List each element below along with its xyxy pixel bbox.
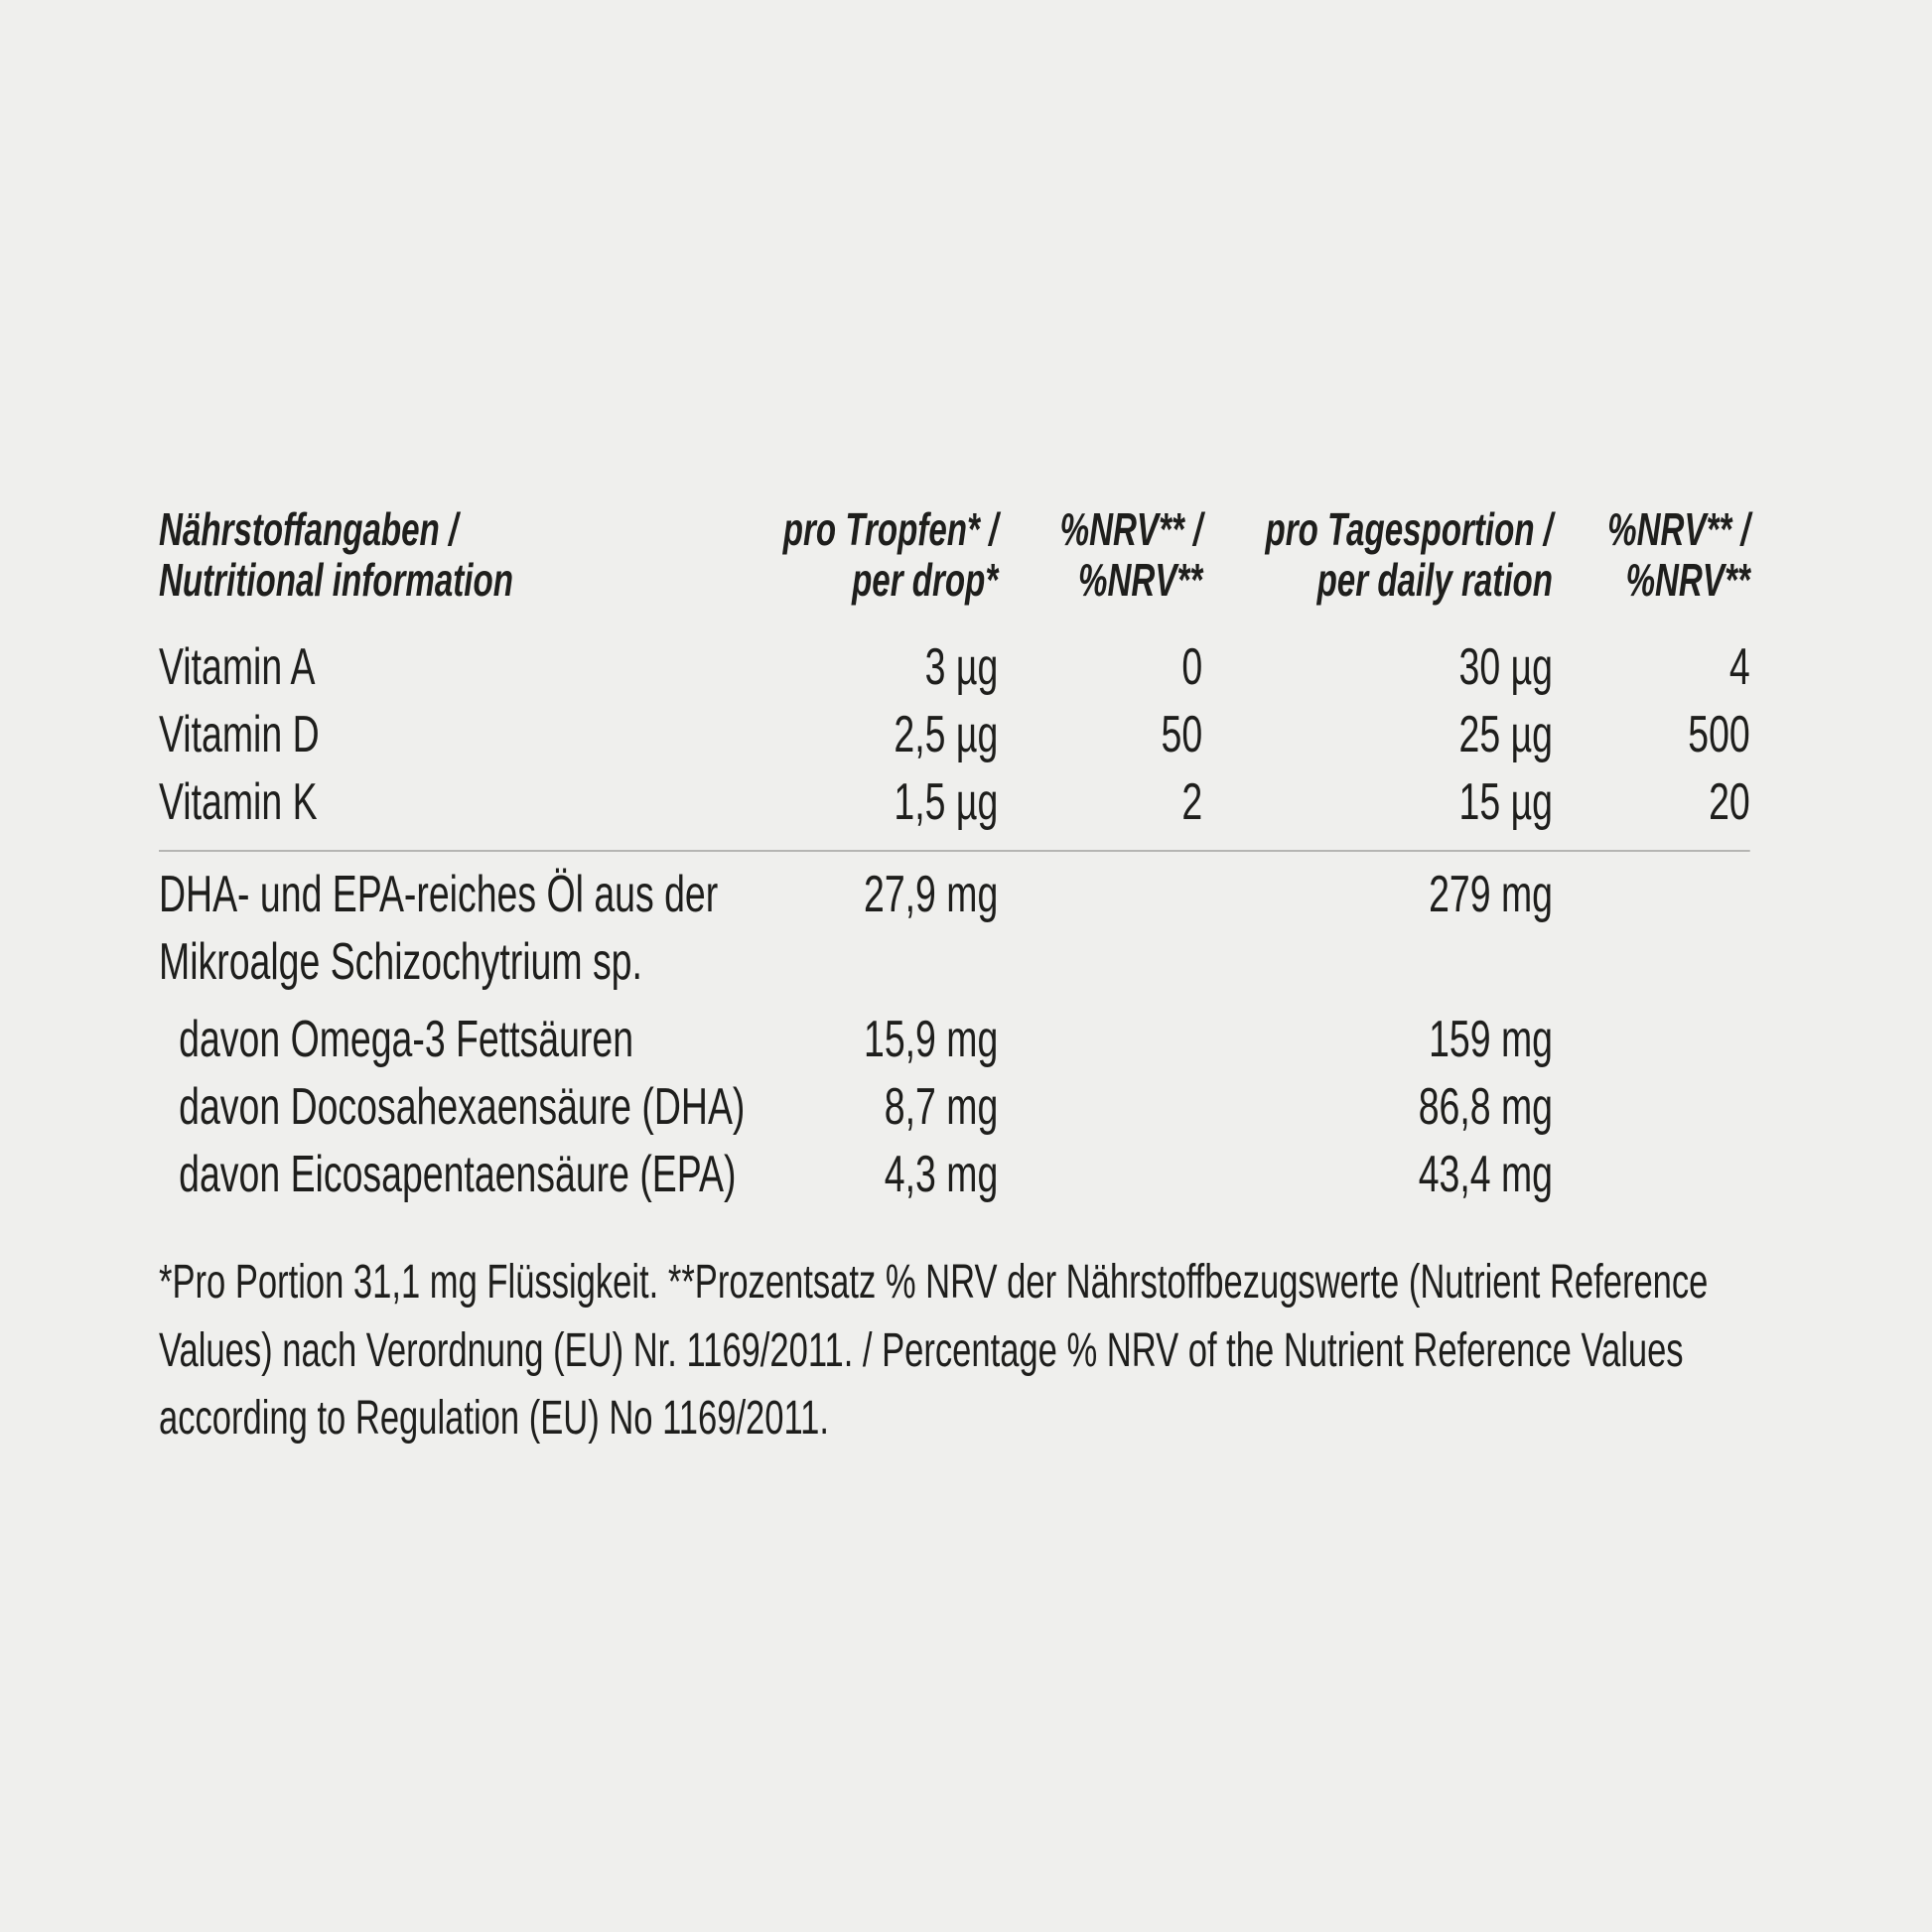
value-nrv-drop-empty <box>998 1073 1202 1141</box>
header-nrv-drop <box>998 504 1202 633</box>
value-per-daily: 30 µg <box>1458 638 1553 696</box>
value-per-daily: 159 mg <box>1429 1011 1553 1068</box>
table-row-vitamin-k <box>159 768 1750 836</box>
header-per-daily-line2: per daily ration <box>1316 554 1553 606</box>
footnote <box>159 1249 1750 1453</box>
header-per-drop <box>702 504 998 633</box>
value-nrv-daily: 500 <box>1688 706 1750 763</box>
nutrient-name <box>159 852 719 1006</box>
header-per-daily <box>1202 504 1553 633</box>
value-nrv-drop-empty <box>998 1141 1202 1208</box>
header-per-daily-line1: pro Tagesportion / <box>1265 503 1553 555</box>
header-nrv-daily-line1: %NRV** / <box>1607 503 1750 555</box>
footnote-line2: Values) nach Verordnung (EU) Nr. 1169/2011. / Percentage % NRV of the Nutrient Reference Values <box>159 1323 1684 1377</box>
value-nrv-daily: 20 <box>1709 773 1750 831</box>
value-per-daily: 43,4 mg <box>1418 1146 1553 1203</box>
footnote-line3: according to Regulation (EU) No 1169/2011. <box>159 1392 829 1445</box>
table-header-row <box>159 504 1750 633</box>
table-row-epa <box>159 1141 1750 1208</box>
value-nrv-drop: 0 <box>1181 638 1203 696</box>
label-content <box>159 504 1750 1453</box>
value-per-daily: 279 mg <box>1429 866 1553 923</box>
header-per-drop-line1: pro Tropfen* / <box>782 503 999 555</box>
oil-name-line2: Mikroalge Schizochytrium sp. <box>159 933 642 991</box>
value-per-daily: 15 µg <box>1458 773 1553 831</box>
value-nrv-drop: 50 <box>1161 706 1203 763</box>
value-per-drop: 3 µg <box>924 638 999 696</box>
value-nrv-daily-empty <box>1553 1006 1750 1073</box>
table-row-omega3 <box>159 1006 1750 1073</box>
header-nutrient-line2: Nutritional information <box>159 554 513 606</box>
header-nrv-daily-line2: %NRV** <box>1625 554 1750 606</box>
table-row-algae-oil <box>159 852 1750 1006</box>
value-nrv-drop-empty <box>998 852 1202 1006</box>
value-per-drop: 2,5 µg <box>894 706 999 763</box>
value-per-drop: 27,9 mg <box>863 866 999 923</box>
table-divider-row <box>159 836 1750 852</box>
header-nrv-drop-line1: %NRV** / <box>1059 503 1203 555</box>
nutrient-name: davon Omega-3 Fettsäuren <box>179 1011 634 1068</box>
header-nrv-drop-line2: %NRV** <box>1078 554 1203 606</box>
oil-name-line1: DHA- und EPA-reiches Öl aus der <box>159 866 719 923</box>
value-nrv-daily-empty <box>1553 1073 1750 1141</box>
nutrient-name: davon Docosahexaensäure (DHA) <box>179 1078 746 1136</box>
nutrient-name: Vitamin D <box>159 706 320 763</box>
value-nrv-daily: 4 <box>1728 638 1750 696</box>
nutrition-table <box>159 504 1750 1208</box>
value-nrv-daily-empty <box>1553 852 1750 1006</box>
nutrient-name: Vitamin K <box>159 773 318 831</box>
value-per-daily: 25 µg <box>1458 706 1553 763</box>
header-nutrient-line1: Nährstoffangaben / <box>159 503 459 555</box>
value-per-drop: 8,7 mg <box>884 1078 999 1136</box>
header-per-drop-line2: per drop* <box>852 554 999 606</box>
header-nrv-daily <box>1553 504 1750 633</box>
nutrient-name: davon Eicosapentaensäure (EPA) <box>179 1146 737 1203</box>
value-nrv-drop: 2 <box>1181 773 1203 831</box>
value-per-drop: 15,9 mg <box>863 1011 999 1068</box>
table-row-vitamin-a <box>159 633 1750 701</box>
value-nrv-drop-empty <box>998 1006 1202 1073</box>
value-nrv-daily-empty <box>1553 1141 1750 1208</box>
header-nutrient <box>159 504 702 633</box>
footnote-line1: *Pro Portion 31,1 mg Flüssigkeit. **Prozentsatz % NRV der Nährstoffbezugswerte (Nutrient Reference <box>159 1256 1709 1309</box>
table-row-dha <box>159 1073 1750 1141</box>
nutrient-name: Vitamin A <box>159 638 316 696</box>
table-row-vitamin-d <box>159 701 1750 768</box>
value-per-daily: 86,8 mg <box>1418 1078 1553 1136</box>
value-per-drop: 4,3 mg <box>884 1146 999 1203</box>
value-per-drop: 1,5 µg <box>894 773 999 831</box>
